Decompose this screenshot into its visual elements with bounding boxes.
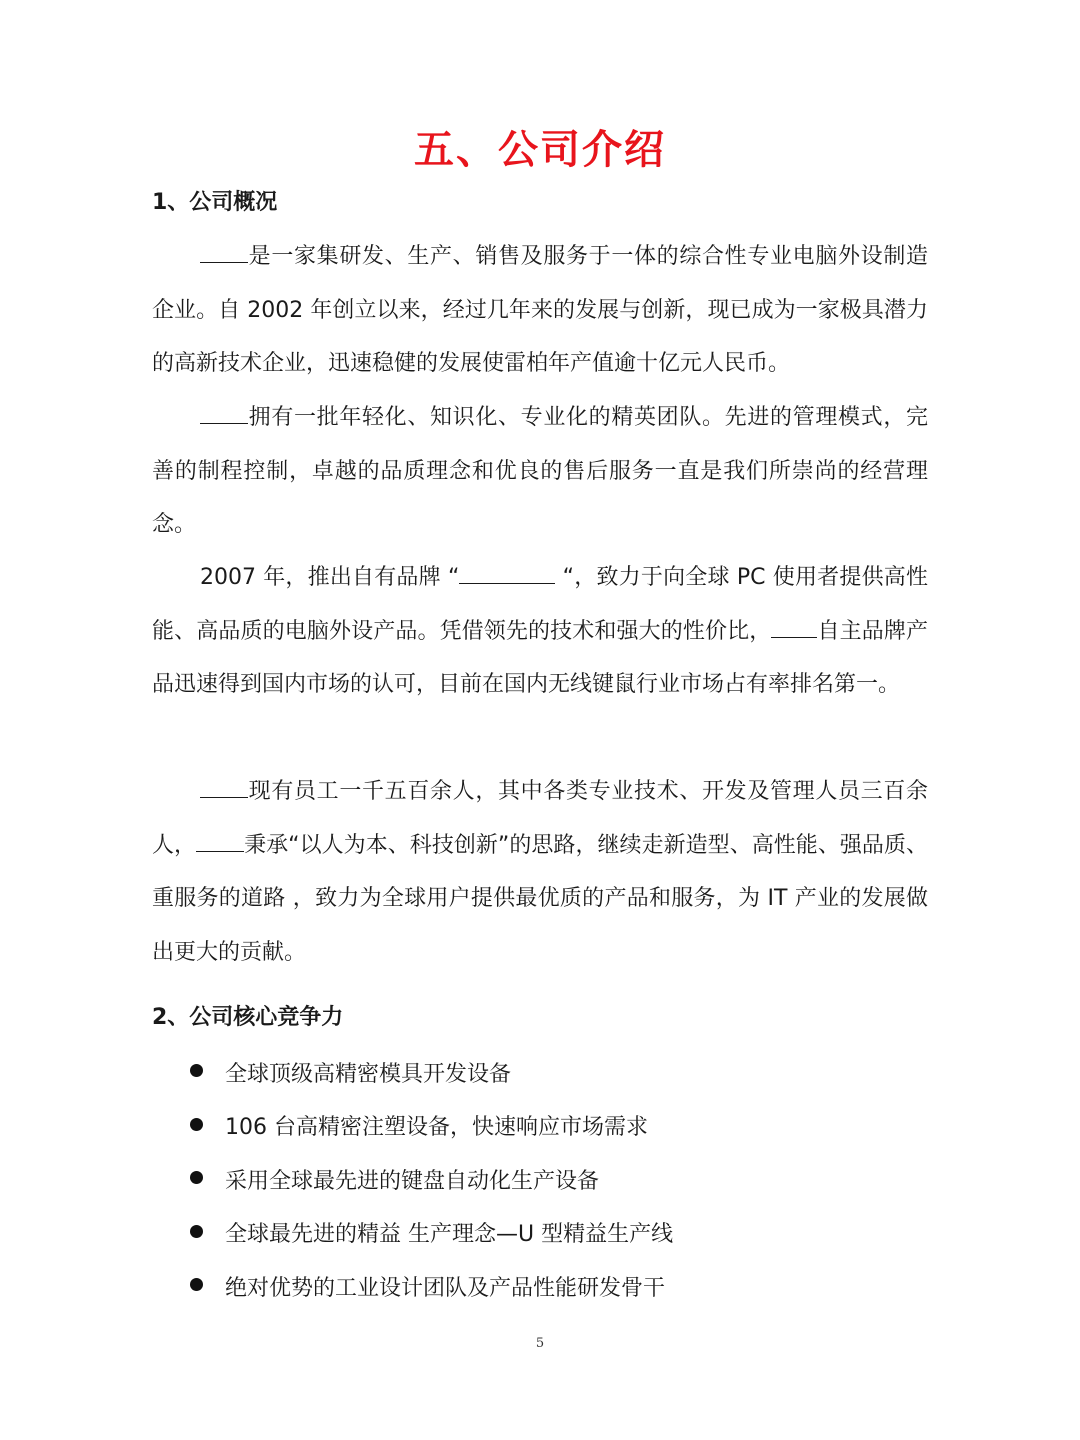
paragraph-overview-4 <box>152 765 928 979</box>
list-item-text: 绝对优势的工业设计团队及产品性能研发骨干 <box>225 1275 666 1301</box>
list-item <box>190 1209 950 1263</box>
page-title: 五、公司介绍 <box>414 127 666 173</box>
blank-company-name <box>196 831 244 852</box>
competitiveness-list <box>190 1048 950 1316</box>
list-item-text: 106 台高精密注塑设备，快速响应市场需求 <box>225 1115 648 1141</box>
bullet-icon <box>190 1064 203 1077</box>
paragraph-3-text-b: “，致力于向全球 PC 使用者提供高性能、高品质的电脑外设产品。凭借领先的技术和强大的性价比， <box>152 565 928 644</box>
list-item-text: 全球顶级高精密模具开发设备 <box>225 1061 512 1087</box>
paragraph-2-text: 拥有一批年轻化、知识化、专业化的精英团队。先进的管理模式，完善的制程控制，卓越的品质理念和优良的售后服务一直是我们所崇尚的经营理念。 <box>152 405 928 537</box>
paragraph-overview-1 <box>152 230 928 391</box>
section-heading-competitiveness: 2、公司核心竞争力 <box>152 1005 344 1030</box>
paragraph-4-text-b: 秉承“以人为本、科技创新”的思路，继续走新造型、高性能、强品质、重服务的道路 ，致力为全球用户提供最优质的产品和服务，为 IT 产业的发展做出更大的贡献。 <box>152 832 928 965</box>
bullet-icon <box>190 1171 203 1184</box>
list-item <box>190 1262 950 1316</box>
section-heading-overview: 1、公司概况 <box>152 190 278 215</box>
bullet-icon <box>190 1225 203 1238</box>
list-item-text: 全球最先进的精益 生产理念—U 型精益生产线 <box>225 1222 674 1248</box>
paragraph-overview-2 <box>152 391 928 552</box>
blank-company-name <box>200 242 248 263</box>
paragraph-3-text-c: 自主品牌产品迅速得到国内市场的认可，目前在国内无线键鼠行业市场占有率排名第一。 <box>152 618 928 697</box>
paragraph-overview-3 <box>152 551 928 712</box>
blank-company-name <box>200 403 248 424</box>
list-item <box>190 1102 950 1156</box>
blank-brand-name <box>459 563 555 584</box>
list-item-text: 采用全球最先进的键盘自动化生产设备 <box>225 1168 600 1194</box>
paragraph-4-text-a: 现有员工一千五百余人，其中各类专业技术、开发及管理人员三百余人， <box>152 779 928 858</box>
blank-company-name <box>771 617 817 638</box>
bullet-icon <box>190 1278 203 1291</box>
list-item <box>190 1155 950 1209</box>
page-number: 5 <box>535 1336 545 1351</box>
blank-company-name <box>200 777 248 798</box>
bullet-icon <box>190 1118 203 1131</box>
paragraph-1-text: 是一家集研发、生产、销售及服务于一体的综合性专业电脑外设制造企业。自 2002 年创立以来，经过几年来的发展与创新，现已成为一家极具潜力的高新技术企业，迅速稳健的发展使雷柏年产值逾十亿元人民币。 <box>152 244 928 376</box>
paragraph-3-text-a: 2007 年，推出自有品牌 “ <box>200 565 460 590</box>
list-item <box>190 1048 950 1102</box>
